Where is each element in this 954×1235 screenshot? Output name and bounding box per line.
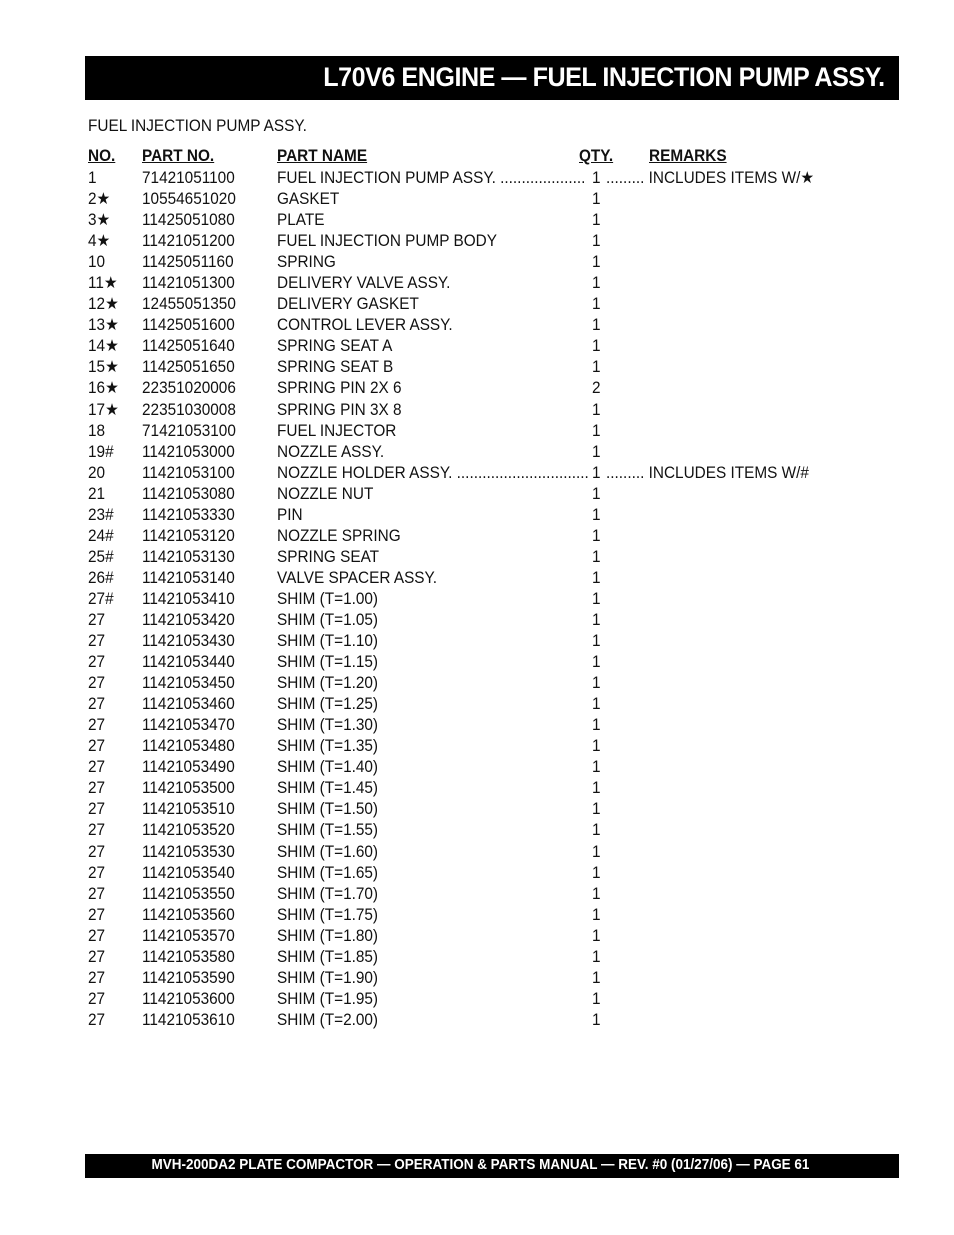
item-number: 10 [88,253,106,272]
section-label: FUEL INJECTION PUMP ASSY. [88,117,307,135]
quantity: 1 [592,316,601,335]
item-number: 27 [88,989,106,1008]
part-number: 11421053000 [142,442,235,461]
table-row [0,168,954,189]
quantity: 1 [592,589,601,608]
quantity: 1 [592,505,601,524]
part-name: FUEL INJECTION PUMP ASSY. .................... [277,169,586,187]
item-number: 27 [88,674,106,693]
part-number: 11421053440 [142,653,235,672]
table-row [0,589,954,610]
table-row [0,778,954,799]
quantity: 1 [592,947,601,966]
part-number: 11425051600 [142,316,235,335]
part-name: SHIM (T=1.80) [277,926,379,945]
part-name: NOZZLE HOLDER ASSY. ............................... [277,463,589,482]
part-number: 71421053100 [142,421,236,440]
part-name: FUEL INJECTOR [277,421,397,440]
table-row [0,610,954,631]
quantity: 1 [592,968,601,987]
item-number: 27 [88,737,106,756]
part-number: 11421051300 [142,274,235,293]
part-number: 11421053330 [142,505,235,524]
quantity: 1 [592,463,601,482]
table-row [0,526,954,547]
remarks: ......... INCLUDES ITEMS W/★ [606,169,815,187]
part-name: PLATE [277,211,325,230]
table-row [0,315,954,336]
quantity: 1 [592,674,601,693]
table-row [0,294,954,315]
part-number: 22351020006 [142,379,236,398]
part-number: 11421053080 [142,484,235,503]
item-number: 3★ [88,211,111,230]
quantity: 1 [592,1010,601,1029]
part-name: SHIM (T=1.40) [277,758,379,777]
table-row [0,947,954,968]
quantity: 2 [592,379,601,398]
part-name: SHIM (T=1.25) [277,695,379,714]
item-number: 25# [88,547,114,566]
part-number: 10554651020 [142,190,236,209]
part-name: FUEL INJECTION PUMP BODY [277,232,497,251]
part-number: 11421053590 [142,968,235,987]
quantity: 1 [592,653,601,672]
part-number: 11421053430 [142,632,235,651]
quantity: 1 [592,695,601,714]
item-number: 2★ [88,190,111,209]
column-header-remarks: REMARKS [649,147,727,165]
table-row [0,884,954,905]
part-name: SHIM (T=1.95) [277,989,379,1008]
part-number: 22351030008 [142,400,236,419]
quantity: 1 [592,821,601,840]
item-number: 4★ [88,232,111,251]
table-row [0,547,954,568]
item-number: 20 [88,463,106,482]
item-number: 16★ [88,379,119,398]
table-row [0,968,954,989]
part-number: 11421053460 [142,695,235,714]
table-row [0,799,954,820]
quantity: 1 [592,484,601,503]
part-name: SHIM (T=1.50) [277,800,379,819]
part-number: 11421053480 [142,737,235,756]
quantity: 1 [592,190,601,209]
part-name: NOZZLE ASSY. [277,442,385,461]
part-number: 11421053580 [142,947,235,966]
part-number: 11421053610 [142,1010,235,1029]
parts-table [0,168,954,1031]
item-number: 27# [88,589,114,608]
part-name: PIN [277,505,303,524]
part-number: 11421053540 [142,863,235,882]
part-name: SHIM (T=1.85) [277,947,379,966]
item-number: 27 [88,779,106,798]
quantity: 1 [592,526,601,545]
part-name: SHIM (T=1.45) [277,779,379,798]
remarks: ......... INCLUDES ITEMS W/# [606,463,809,482]
quantity: 1 [592,274,601,293]
part-number: 11425051080 [142,211,235,230]
item-number: 27 [88,800,106,819]
part-number: 11421053560 [142,905,235,924]
quantity: 1 [592,989,601,1008]
quantity: 1 [592,358,601,377]
part-name: DELIVERY GASKET [277,295,419,314]
table-row [0,631,954,652]
part-name: SHIM (T=1.20) [277,674,379,693]
column-header-part-no: PART NO. [142,147,215,165]
item-number: 27 [88,821,106,840]
quantity: 1 [592,842,601,861]
part-number: 11421053410 [142,589,235,608]
part-number: 71421051100 [142,169,235,187]
page-title-bar [85,56,899,100]
part-name: SPRING SEAT A [277,337,393,356]
item-number: 11★ [88,274,118,293]
part-name: NOZZLE NUT [277,484,374,503]
table-row [0,989,954,1010]
part-name: NOZZLE SPRING [277,526,401,545]
quantity: 1 [592,905,601,924]
table-row [0,252,954,273]
table-row [0,273,954,294]
item-number: 27 [88,905,106,924]
table-row [0,505,954,526]
item-number: 18 [88,421,106,440]
item-number: 27 [88,695,106,714]
part-number: 11421053500 [142,779,235,798]
item-number: 27 [88,653,106,672]
part-name: SPRING PIN 3X 8 [277,400,402,419]
part-number: 11421053490 [142,758,235,777]
table-row [0,1010,954,1031]
table-row [0,378,954,399]
quantity: 1 [592,716,601,735]
item-number: 27 [88,610,106,629]
quantity: 1 [592,442,601,461]
part-number: 11421053470 [142,716,235,735]
part-name: SHIM (T=1.65) [277,863,379,882]
item-number: 24# [88,526,114,545]
part-name: DELIVERY VALVE ASSY. [277,274,451,293]
item-number: 19# [88,442,114,461]
part-number: 11421053550 [142,884,235,903]
quantity: 1 [592,568,601,587]
table-row [0,652,954,673]
quantity: 1 [592,169,601,187]
column-header-no: NO. [88,147,116,165]
part-number: 12455051350 [142,295,236,314]
item-number: 21 [88,484,106,503]
part-name: CONTROL LEVER ASSY. [277,316,453,335]
part-name: SPRING SEAT B [277,358,394,377]
item-number: 23# [88,505,114,524]
part-number: 11421053530 [142,842,235,861]
part-name: SPRING SEAT [277,547,380,566]
part-number: 11425051650 [142,358,235,377]
table-row [0,694,954,715]
table-row [0,736,954,757]
item-number: 27 [88,947,106,966]
part-number: 11421053600 [142,989,235,1008]
item-number: 15★ [88,358,119,377]
part-name: VALVE SPACER ASSY. [277,568,438,587]
part-name: SHIM (T=1.00) [277,589,379,608]
table-row [0,400,954,421]
item-number: 13★ [88,316,119,335]
item-number: 1 [88,169,97,187]
column-header-qty: QTY. [579,147,614,165]
table-row [0,863,954,884]
quantity: 1 [592,884,601,903]
quantity: 1 [592,232,601,251]
part-name: GASKET [277,190,340,209]
part-number: 11421053520 [142,821,235,840]
quantity: 1 [592,547,601,566]
table-row [0,715,954,736]
quantity: 1 [592,400,601,419]
item-number: 26# [88,568,114,587]
item-number: 17★ [88,400,119,419]
item-number: 27 [88,968,106,987]
quantity: 1 [592,863,601,882]
table-row [0,336,954,357]
item-number: 27 [88,926,106,945]
item-number: 12★ [88,295,119,314]
part-number: 11421053450 [142,674,235,693]
quantity: 1 [592,758,601,777]
table-row [0,568,954,589]
part-number: 11421053510 [142,800,235,819]
page-footer [85,1154,899,1178]
part-name: SHIM (T=2.00) [277,1010,379,1029]
table-row [0,757,954,778]
part-number: 11421053420 [142,610,235,629]
table-row [0,842,954,863]
part-name: SHIM (T=1.75) [277,905,379,924]
part-number: 11421053100 [142,463,235,482]
item-number: 27 [88,863,106,882]
table-row [0,484,954,505]
part-name: SHIM (T=1.30) [277,716,379,735]
quantity: 1 [592,632,601,651]
footer-text: MVH-200DA2 PLATE COMPACTOR — OPERATION & PARTS MANUAL — REV. #0 (01/27/06) — PAGE 61 [151,1157,809,1173]
part-number: 11421053140 [142,568,235,587]
quantity: 1 [592,295,601,314]
column-header-part-name: PART NAME [277,147,368,165]
table-row [0,421,954,442]
quantity: 1 [592,337,601,356]
table-row [0,357,954,378]
item-number: 27 [88,842,106,861]
part-name: SHIM (T=1.55) [277,821,379,840]
part-number: 11421053120 [142,526,235,545]
part-number: 11425051640 [142,337,235,356]
quantity: 1 [592,421,601,440]
quantity: 1 [592,779,601,798]
table-row [0,820,954,841]
part-number: 11425051160 [142,253,234,272]
quantity: 1 [592,926,601,945]
item-number: 14★ [88,337,119,356]
table-row [0,463,954,484]
table-row [0,231,954,252]
page-title: L70V6 ENGINE — FUEL INJECTION PUMP ASSY. [323,62,885,92]
quantity: 1 [592,800,601,819]
table-row [0,189,954,210]
part-name: SHIM (T=1.10) [277,632,379,651]
part-name: SHIM (T=1.90) [277,968,379,987]
part-name: SHIM (T=1.35) [277,737,379,756]
table-row [0,673,954,694]
quantity: 1 [592,737,601,756]
table-row [0,210,954,231]
item-number: 27 [88,884,106,903]
part-name: SHIM (T=1.05) [277,610,379,629]
item-number: 27 [88,758,106,777]
quantity: 1 [592,610,601,629]
part-number: 11421051200 [142,232,235,251]
quantity: 1 [592,211,601,230]
table-row [0,442,954,463]
part-number: 11421053570 [142,926,235,945]
part-name: SHIM (T=1.60) [277,842,379,861]
item-number: 27 [88,632,106,651]
part-name: SHIM (T=1.15) [277,653,379,672]
table-row [0,905,954,926]
quantity: 1 [592,253,601,272]
part-name: SHIM (T=1.70) [277,884,379,903]
table-row [0,926,954,947]
item-number: 27 [88,1010,106,1029]
part-name: SPRING [277,253,336,272]
part-name: SPRING PIN 2X 6 [277,379,402,398]
item-number: 27 [88,716,106,735]
part-number: 11421053130 [142,547,235,566]
